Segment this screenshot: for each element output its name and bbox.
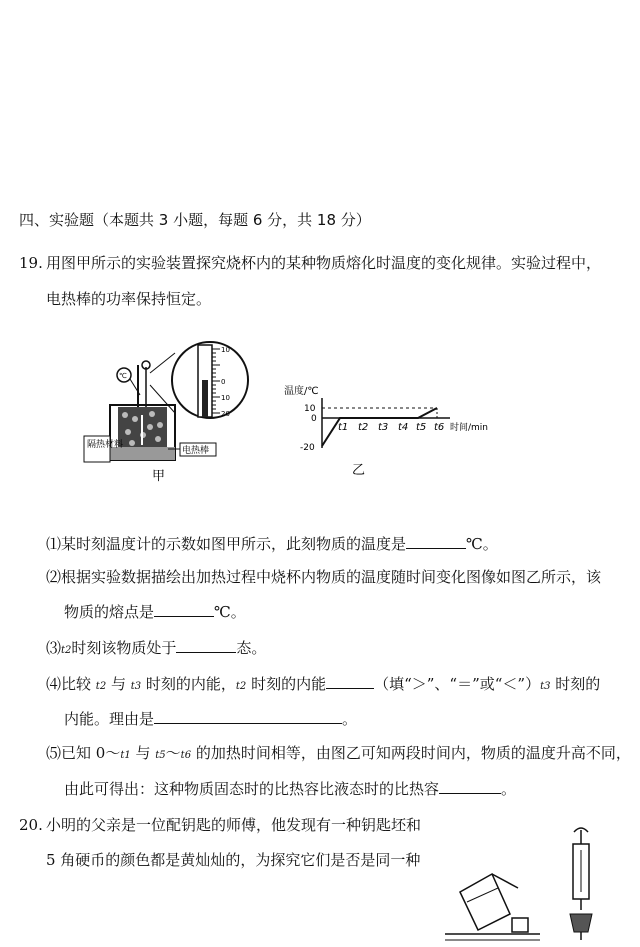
x-tick-t1: t1 bbox=[338, 422, 349, 433]
figure-yi-graph bbox=[282, 378, 522, 483]
y-tick-0: 0 bbox=[311, 414, 317, 424]
q19-part1: ⑴某时刻温度计的示数如图甲所示，此刻物质的温度是 ℃。 bbox=[46, 535, 498, 553]
label-insulation: 隔热材料 bbox=[87, 440, 124, 450]
q19-part5-line2: 由此可得出：这种物质固态时的比热容比液态时的比热容 。 bbox=[64, 780, 517, 798]
y-tick-10: 10 bbox=[304, 404, 316, 414]
thermo-tick-10: 10 bbox=[221, 346, 230, 354]
x-tick-t6: t6 bbox=[434, 422, 445, 433]
fig-jia-caption: 甲 bbox=[152, 469, 166, 484]
answer-blank-3[interactable] bbox=[176, 637, 236, 653]
answer-blank-6[interactable] bbox=[439, 778, 501, 794]
label-heater: 电热棒 bbox=[182, 446, 210, 456]
q19-stem-line1: 用图甲所示的实验装置探究烧杯内的某种物质熔化时温度的变化规律。实验过程中， bbox=[46, 254, 602, 272]
svg-text:℃: ℃ bbox=[119, 372, 127, 380]
thermo-tick-neg20: 20 bbox=[221, 410, 230, 418]
q19-part4-line2: 内能。理由是 。 bbox=[64, 710, 358, 728]
x-tick-t2: t2 bbox=[358, 422, 369, 433]
q19-part2-line2: 物质的熔点是 ℃。 bbox=[64, 603, 246, 621]
q20-number: 20. bbox=[19, 816, 43, 834]
q19-part5-line1: ⑸已知 0～t1 与 t5～t6 的加热时间相等，由图乙可知两段时间内，物质的温度升高不同， bbox=[46, 744, 631, 762]
q19-part3: ⑶t2时刻该物质处于 态。 bbox=[46, 639, 267, 657]
answer-blank-4[interactable] bbox=[326, 673, 374, 689]
q19-stem-line2: 电热棒的功率保持恒定。 bbox=[46, 290, 212, 308]
q19-number: 19. bbox=[19, 254, 43, 272]
figure-jia-apparatus bbox=[80, 335, 275, 485]
graph-ylabel: 温度/℃ bbox=[284, 386, 319, 397]
figure-q20-apparatus bbox=[440, 822, 635, 944]
graph-xlabel: 时间/min bbox=[450, 423, 489, 433]
y-tick-neg20: -20 bbox=[300, 443, 315, 453]
q20-line1: 小明的父亲是一位配钥匙的师傅，他发现有一种钥匙坯和 bbox=[46, 816, 422, 834]
q19-part4-line1: ⑷比较 t2 与 t3 时刻的内能，t2 时刻的内能 （填“＞”、“＝”或“＜”）t3 时刻的 bbox=[46, 675, 601, 693]
x-tick-t3: t3 bbox=[378, 422, 389, 433]
q19-part2-line1: ⑵根据实验数据描绘出加热过程中烧杯内物质的温度随时间变化图像如图乙所示，该 bbox=[46, 568, 602, 586]
answer-blank-2[interactable] bbox=[154, 601, 214, 617]
x-tick-t5: t5 bbox=[416, 422, 427, 433]
section-title: 四、实验题（本题共 3 小题，每题 6 分，共 18 分） bbox=[19, 211, 371, 229]
thermo-tick-0: 0 bbox=[221, 378, 226, 386]
thermo-tick-neg10: 10 bbox=[221, 394, 230, 402]
answer-blank-5[interactable] bbox=[154, 708, 342, 724]
q20-line2: 5 角硬币的颜色都是黄灿灿的，为探究它们是否是同一种 bbox=[46, 851, 421, 869]
answer-blank-1[interactable] bbox=[406, 533, 466, 549]
fig-yi-caption: 乙 bbox=[352, 463, 366, 478]
x-tick-t4: t4 bbox=[398, 422, 409, 433]
